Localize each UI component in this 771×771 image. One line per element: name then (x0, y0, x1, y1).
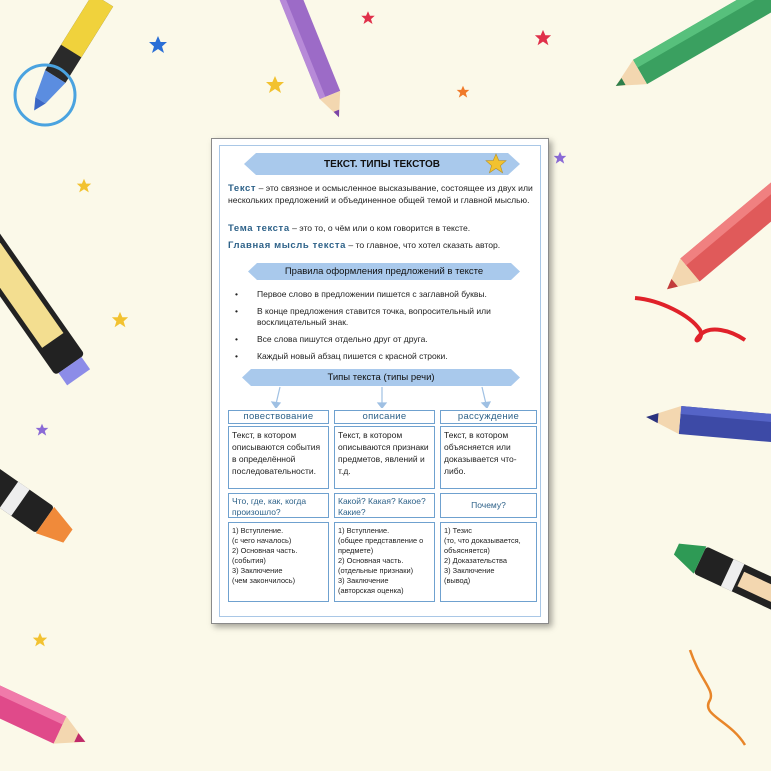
star-icon (149, 36, 167, 53)
type-definition: Текст, в котором описываются признаки предметов, явлений и т.д. (334, 426, 435, 489)
definition-term: Текст (228, 183, 257, 194)
bullet-icon: • (235, 306, 238, 316)
type-questions: Что, где, как, когда произошло? (228, 493, 329, 518)
marker-black-green-icon (670, 535, 771, 620)
type-header-description: описание (334, 410, 435, 424)
scribble-red-icon (635, 298, 745, 340)
type-structure: 1) Вступление. (общее представление о предмете) 2) Основная часть. (отдельные признаки) 3) Заключение (авторская оценка) (334, 522, 435, 602)
star-icon (485, 153, 507, 175)
pencil-pink-icon (0, 666, 92, 756)
star-icon (361, 11, 551, 45)
star-icon (457, 86, 470, 98)
marker-black-yellow-icon (0, 215, 93, 387)
types-banner (242, 369, 520, 386)
definition-body: – то главное, что хотел сказать автор. (346, 240, 501, 250)
rule-item: Все слова пишутся отдельно друг от друга. (257, 334, 428, 344)
type-structure: 1) Вступление. (с чего началось) 2) Основная часть. (события) 3) Заключение (чем закончилось) (228, 522, 329, 602)
definition-topic (228, 223, 534, 235)
type-header-reasoning: рассуждение (440, 410, 537, 424)
rule-item: В конце предложения ставится точка, вопросительный или восклицательный знак. (257, 306, 491, 327)
bullet-icon: • (235, 334, 238, 344)
bullet-icon: • (235, 351, 238, 361)
definition-text (228, 183, 534, 206)
scribble-orange-icon (690, 650, 745, 745)
pencil-green-icon (609, 0, 771, 98)
definition-body: – это то, о чём или о ком говорится в тексте. (289, 223, 471, 233)
poster-sheet (211, 138, 549, 624)
rule-item: Каждый новый абзац пишется с красной строки. (257, 351, 448, 361)
arrows-icon (220, 386, 542, 408)
poster-frame (219, 145, 541, 617)
pencil-blue-icon (24, 0, 113, 117)
types-title: Типы текста (типы речи) (327, 372, 435, 383)
type-questions: Почему? (440, 493, 537, 518)
rules-banner (248, 263, 520, 280)
type-header-narration: повествование (228, 410, 329, 424)
rules-title: Правила оформления предложений в тексте (284, 266, 484, 277)
definition-term: Тема текста (228, 223, 290, 234)
type-questions: Какой? Какая? Какое? Какие? (334, 493, 435, 518)
type-structure: 1) Тезис (то, что доказывается, объясняется) 2) Доказательства 3) Заключение (вывод) (440, 522, 537, 602)
pencil-navy-icon (645, 403, 771, 444)
rule-item: Первое слово в предложении пишется с заглавной буквы. (257, 289, 487, 299)
definition-body: – это связное и осмысленное высказывание, состоящее из двух или нескольких предложений и объединенное общей темой и главной мыслью. (228, 183, 533, 205)
title-banner (244, 153, 520, 175)
definition-term: Главная мысль текста (228, 240, 346, 251)
type-definition: Текст, в котором объясняется или доказывается что-либо. (440, 426, 537, 489)
bullet-icon: • (235, 289, 238, 299)
definition-main-idea (228, 240, 538, 252)
marker-black-orange-icon (0, 450, 77, 550)
type-definition: Текст, в котором описываются события в определённой последовательности. (228, 426, 329, 489)
page-title: ТЕКСТ. ТИПЫ ТЕКСТОВ (324, 158, 440, 170)
pencil-purple-icon (279, 0, 350, 121)
pencil-red-icon (657, 162, 771, 301)
